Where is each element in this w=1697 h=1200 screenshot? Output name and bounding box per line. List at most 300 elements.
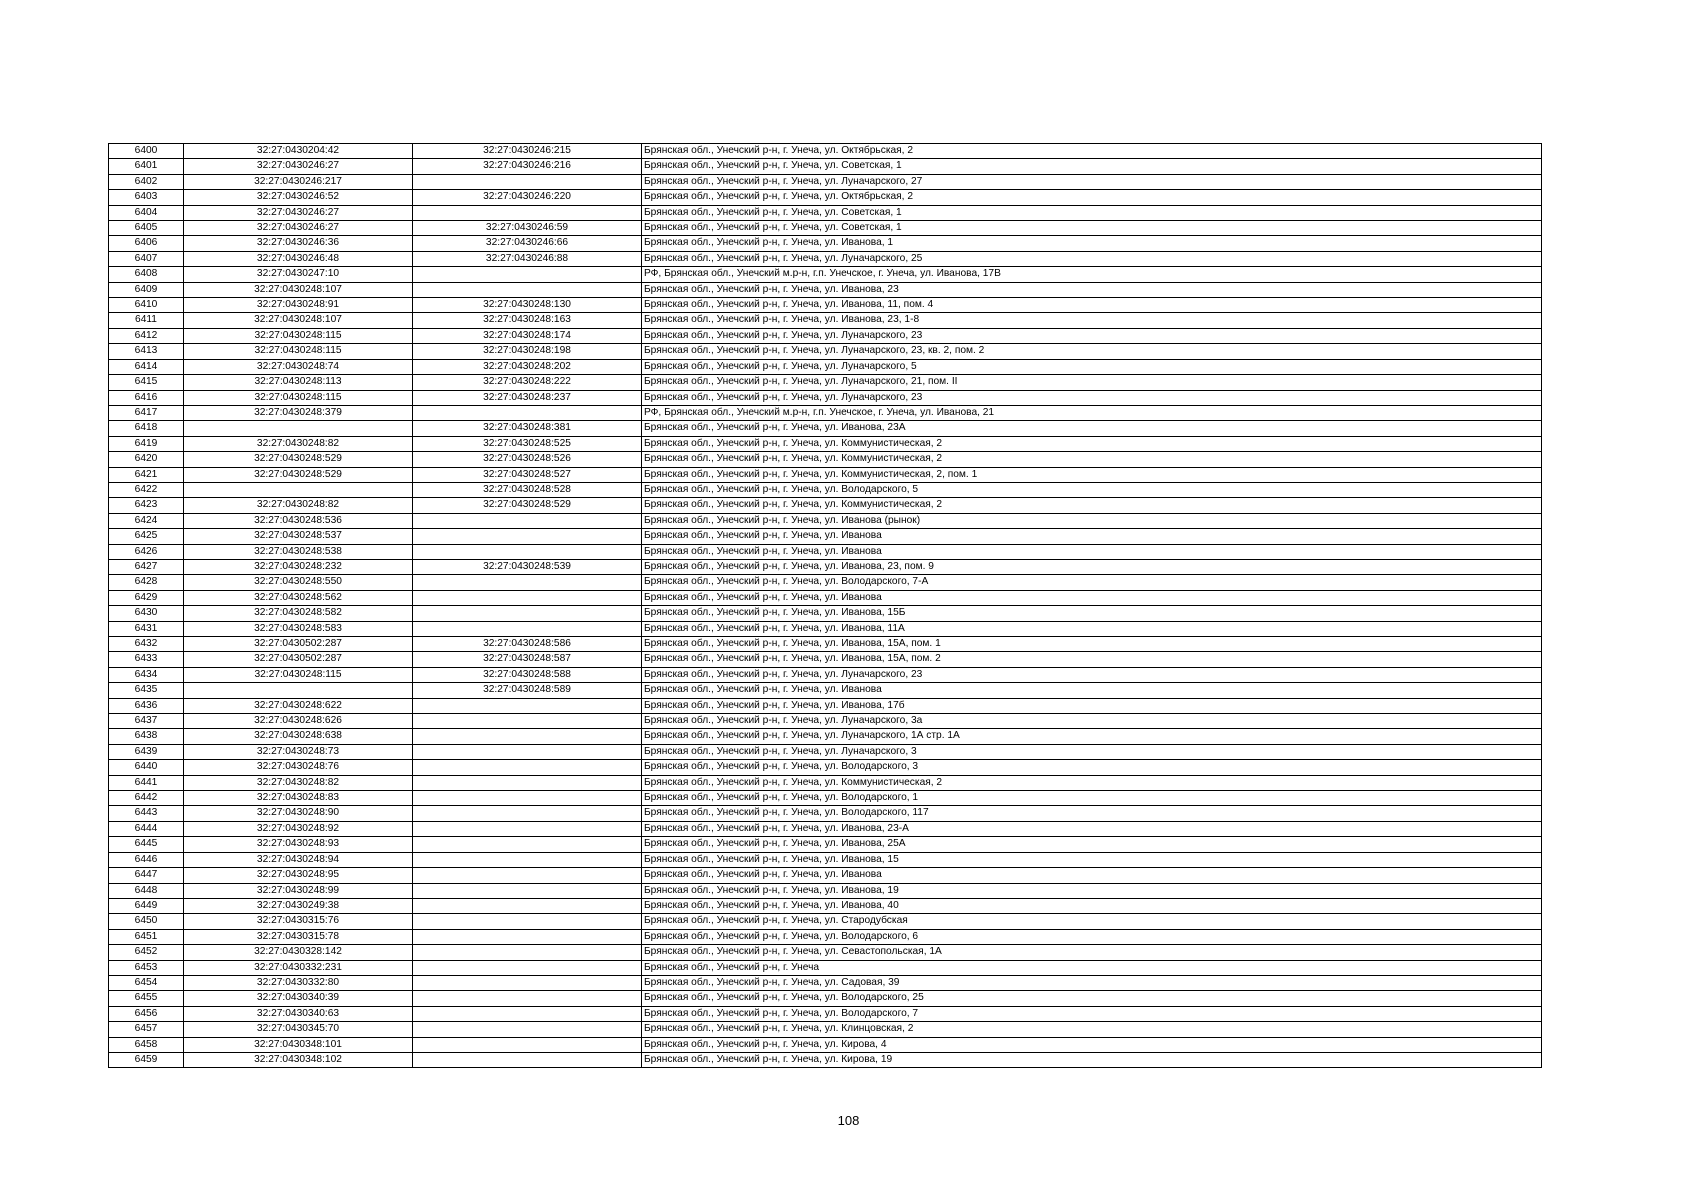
page-number: 108 — [837, 1113, 860, 1128]
row-number-cell: 6448 — [109, 883, 184, 898]
table-row — [109, 205, 1542, 220]
related-cadastral-number-cell — [413, 621, 642, 636]
cadastral-number-cell: 32:27:0430502:287 — [184, 652, 413, 667]
cadastral-number-cell — [184, 482, 413, 497]
table-row — [109, 1037, 1542, 1052]
related-cadastral-number-cell — [413, 714, 642, 729]
table-row — [109, 883, 1542, 898]
address-cell: Брянская обл., Унечский р-н, г. Унеча, ул. Володарского, 7 — [642, 1006, 1542, 1021]
related-cadastral-number-cell: 32:27:0430248:588 — [413, 667, 642, 682]
address-cell: Брянская обл., Унечский р-н, г. Унеча, ул. Иванова, 11А — [642, 621, 1542, 636]
table-row — [109, 975, 1542, 990]
related-cadastral-number-cell — [413, 174, 642, 189]
cadastral-number-cell: 32:27:0430248:91 — [184, 298, 413, 313]
row-number-cell: 6402 — [109, 174, 184, 189]
related-cadastral-number-cell: 32:27:0430248:587 — [413, 652, 642, 667]
cadastral-number-cell: 32:27:0430340:39 — [184, 991, 413, 1006]
row-number-cell: 6406 — [109, 236, 184, 251]
cadastral-number-cell: 32:27:0430248:232 — [184, 559, 413, 574]
related-cadastral-number-cell — [413, 513, 642, 528]
cadastral-number-cell: 32:27:0430204:42 — [184, 144, 413, 159]
cadastral-number-cell: 32:27:0430248:529 — [184, 452, 413, 467]
cadastral-number-cell: 32:27:0430248:92 — [184, 821, 413, 836]
related-cadastral-number-cell — [413, 945, 642, 960]
related-cadastral-number-cell — [413, 590, 642, 605]
address-cell: Брянская обл., Унечский р-н, г. Унеча, ул. Иванова, 25А — [642, 837, 1542, 852]
table-row — [109, 760, 1542, 775]
row-number-cell: 6421 — [109, 467, 184, 482]
related-cadastral-number-cell: 32:27:0430246:216 — [413, 159, 642, 174]
table-row — [109, 575, 1542, 590]
row-number-cell: 6428 — [109, 575, 184, 590]
address-cell: Брянская обл., Унечский р-н, г. Унеча, ул. Клинцовская, 2 — [642, 1022, 1542, 1037]
table-row — [109, 544, 1542, 559]
address-cell: Брянская обл., Унечский р-н, г. Унеча, ул. Коммунистическая, 2, пом. 1 — [642, 467, 1542, 482]
address-cell: Брянская обл., Унечский р-н, г. Унеча, ул. Луначарского, 27 — [642, 174, 1542, 189]
cadastral-number-cell: 32:27:0430248:626 — [184, 714, 413, 729]
address-cell: Брянская обл., Унечский р-н, г. Унеча, ул. Иванова — [642, 868, 1542, 883]
table-row — [109, 868, 1542, 883]
table-row — [109, 590, 1542, 605]
table-row — [109, 498, 1542, 513]
related-cadastral-number-cell — [413, 852, 642, 867]
cadastral-number-cell: 32:27:0430248:94 — [184, 852, 413, 867]
row-number-cell: 6453 — [109, 960, 184, 975]
row-number-cell: 6431 — [109, 621, 184, 636]
address-cell: Брянская обл., Унечский р-н, г. Унеча, ул. Луначарского, 25 — [642, 251, 1542, 266]
table-row — [109, 359, 1542, 374]
related-cadastral-number-cell: 32:27:0430248:527 — [413, 467, 642, 482]
row-number-cell: 6457 — [109, 1022, 184, 1037]
table-row — [109, 960, 1542, 975]
address-cell: Брянская обл., Унечский р-н, г. Унеча, ул. Иванова, 17б — [642, 698, 1542, 713]
table-row — [109, 251, 1542, 266]
row-number-cell: 6426 — [109, 544, 184, 559]
related-cadastral-number-cell: 32:27:0430246:59 — [413, 221, 642, 236]
row-number-cell: 6454 — [109, 975, 184, 990]
cadastral-number-cell: 32:27:0430248:83 — [184, 791, 413, 806]
related-cadastral-number-cell — [413, 975, 642, 990]
related-cadastral-number-cell: 32:27:0430248:222 — [413, 375, 642, 390]
cadastral-number-cell: 32:27:0430248:115 — [184, 667, 413, 682]
table-row — [109, 174, 1542, 189]
address-cell: Брянская обл., Унечский р-н, г. Унеча, ул. Иванова, 15 — [642, 852, 1542, 867]
registry-table-body — [109, 144, 1542, 1068]
cadastral-number-cell: 32:27:0430348:101 — [184, 1037, 413, 1052]
table-row — [109, 375, 1542, 390]
table-row — [109, 637, 1542, 652]
related-cadastral-number-cell — [413, 929, 642, 944]
row-number-cell: 6425 — [109, 529, 184, 544]
cadastral-number-cell: 32:27:0430248:538 — [184, 544, 413, 559]
row-number-cell: 6420 — [109, 452, 184, 467]
related-cadastral-number-cell: 32:27:0430248:237 — [413, 390, 642, 405]
row-number-cell: 6449 — [109, 898, 184, 913]
address-cell: Брянская обл., Унечский р-н, г. Унеча, ул. Севастопольская, 1А — [642, 945, 1542, 960]
table-row — [109, 282, 1542, 297]
related-cadastral-number-cell: 32:27:0430248:539 — [413, 559, 642, 574]
cadastral-number-cell: 32:27:0430248:90 — [184, 806, 413, 821]
address-cell: Брянская обл., Унечский р-н, г. Унеча, ул. Иванова, 15А, пом. 1 — [642, 637, 1542, 652]
related-cadastral-number-cell: 32:27:0430248:529 — [413, 498, 642, 513]
row-number-cell: 6412 — [109, 328, 184, 343]
address-cell: Брянская обл., Унечский р-н, г. Унеча, ул. Иванова, 15Б — [642, 606, 1542, 621]
address-cell: Брянская обл., Унечский р-н, г. Унеча, ул. Иванова, 23, пом. 9 — [642, 559, 1542, 574]
related-cadastral-number-cell: 32:27:0430248:174 — [413, 328, 642, 343]
row-number-cell: 6446 — [109, 852, 184, 867]
address-cell: Брянская обл., Унечский р-н, г. Унеча, ул. Иванова (рынок) — [642, 513, 1542, 528]
related-cadastral-number-cell — [413, 791, 642, 806]
related-cadastral-number-cell — [413, 960, 642, 975]
address-cell: Брянская обл., Унечский р-н, г. Унеча, ул. Октябрьская, 2 — [642, 190, 1542, 205]
cadastral-number-cell: 32:27:0430248:562 — [184, 590, 413, 605]
address-cell: Брянская обл., Унечский р-н, г. Унеча, ул. Советская, 1 — [642, 205, 1542, 220]
address-cell: Брянская обл., Унечский р-н, г. Унеча, ул. Иванова, 23 — [642, 282, 1542, 297]
cadastral-number-cell: 32:27:0430248:638 — [184, 729, 413, 744]
table-row — [109, 1006, 1542, 1021]
cadastral-number-cell: 32:27:0430246:217 — [184, 174, 413, 189]
related-cadastral-number-cell — [413, 1037, 642, 1052]
table-row — [109, 513, 1542, 528]
related-cadastral-number-cell — [413, 405, 642, 420]
row-number-cell: 6452 — [109, 945, 184, 960]
row-number-cell: 6411 — [109, 313, 184, 328]
table-row — [109, 744, 1542, 759]
row-number-cell: 6403 — [109, 190, 184, 205]
row-number-cell: 6451 — [109, 929, 184, 944]
cadastral-number-cell: 32:27:0430247:10 — [184, 267, 413, 282]
table-row — [109, 221, 1542, 236]
cadastral-number-cell: 32:27:0430248:107 — [184, 313, 413, 328]
cadastral-number-cell: 32:27:0430249:38 — [184, 898, 413, 913]
address-cell: Брянская обл., Унечский р-н, г. Унеча, ул. Луначарского, 3 — [642, 744, 1542, 759]
table-row — [109, 436, 1542, 451]
address-cell: Брянская обл., Унечский р-н, г. Унеча, ул. Иванова — [642, 544, 1542, 559]
cadastral-number-cell — [184, 683, 413, 698]
address-cell: Брянская обл., Унечский р-н, г. Унеча, ул. Володарского, 5 — [642, 482, 1542, 497]
row-number-cell: 6416 — [109, 390, 184, 405]
table-row — [109, 898, 1542, 913]
address-cell: Брянская обл., Унечский р-н, г. Унеча, ул. Володарского, 117 — [642, 806, 1542, 821]
related-cadastral-number-cell: 32:27:0430248:130 — [413, 298, 642, 313]
table-row — [109, 559, 1542, 574]
address-cell: Брянская обл., Унечский р-н, г. Унеча, ул. Иванова, 19 — [642, 883, 1542, 898]
address-cell: Брянская обл., Унечский р-н, г. Унеча, ул. Иванова — [642, 529, 1542, 544]
related-cadastral-number-cell — [413, 1022, 642, 1037]
table-row — [109, 775, 1542, 790]
cadastral-number-cell: 32:27:0430248:107 — [184, 282, 413, 297]
table-row — [109, 421, 1542, 436]
cadastral-number-cell: 32:27:0430246:27 — [184, 159, 413, 174]
table-row — [109, 144, 1542, 159]
related-cadastral-number-cell: 32:27:0430248:381 — [413, 421, 642, 436]
table-row — [109, 806, 1542, 821]
row-number-cell: 6445 — [109, 837, 184, 852]
related-cadastral-number-cell: 32:27:0430246:66 — [413, 236, 642, 251]
row-number-cell: 6439 — [109, 744, 184, 759]
cadastral-number-cell: 32:27:0430248:95 — [184, 868, 413, 883]
related-cadastral-number-cell — [413, 205, 642, 220]
table-row — [109, 606, 1542, 621]
address-cell: Брянская обл., Унечский р-н, г. Унеча, ул. Луначарского, 23 — [642, 328, 1542, 343]
cadastral-number-cell: 32:27:0430246:36 — [184, 236, 413, 251]
cadastral-number-cell: 32:27:0430248:73 — [184, 744, 413, 759]
row-number-cell: 6424 — [109, 513, 184, 528]
table-row — [109, 698, 1542, 713]
cadastral-number-cell: 32:27:0430248:115 — [184, 390, 413, 405]
related-cadastral-number-cell — [413, 744, 642, 759]
row-number-cell: 6429 — [109, 590, 184, 605]
table-row — [109, 945, 1542, 960]
table-row — [109, 298, 1542, 313]
cadastral-number-cell: 32:27:0430246:27 — [184, 205, 413, 220]
row-number-cell: 6418 — [109, 421, 184, 436]
row-number-cell: 6435 — [109, 683, 184, 698]
table-row — [109, 667, 1542, 682]
related-cadastral-number-cell — [413, 282, 642, 297]
table-row — [109, 267, 1542, 282]
table-row — [109, 652, 1542, 667]
table-row — [109, 190, 1542, 205]
cadastral-number-cell: 32:27:0430340:63 — [184, 1006, 413, 1021]
table-row — [109, 1022, 1542, 1037]
address-cell: Брянская обл., Унечский р-н, г. Унеча, ул. Коммунистическая, 2 — [642, 498, 1542, 513]
table-row — [109, 929, 1542, 944]
related-cadastral-number-cell — [413, 575, 642, 590]
address-cell: Брянская обл., Унечский р-н, г. Унеча, ул. Кирова, 19 — [642, 1052, 1542, 1067]
related-cadastral-number-cell — [413, 806, 642, 821]
cadastral-number-cell: 32:27:0430348:102 — [184, 1052, 413, 1067]
related-cadastral-number-cell — [413, 991, 642, 1006]
address-cell: Брянская обл., Унечский р-н, г. Унеча, ул. Луначарского, 21, пом. II — [642, 375, 1542, 390]
address-cell: Брянская обл., Унечский р-н, г. Унеча, ул. Иванова — [642, 590, 1542, 605]
table-row — [109, 791, 1542, 806]
address-cell: Брянская обл., Унечский р-н, г. Унеча, ул. Луначарского, 5 — [642, 359, 1542, 374]
row-number-cell: 6437 — [109, 714, 184, 729]
row-number-cell: 6423 — [109, 498, 184, 513]
related-cadastral-number-cell — [413, 898, 642, 913]
related-cadastral-number-cell: 32:27:0430248:526 — [413, 452, 642, 467]
row-number-cell: 6422 — [109, 482, 184, 497]
address-cell: Брянская обл., Унечский р-н, г. Унеча, ул. Коммунистическая, 2 — [642, 452, 1542, 467]
related-cadastral-number-cell — [413, 914, 642, 929]
related-cadastral-number-cell: 32:27:0430248:202 — [413, 359, 642, 374]
address-cell: Брянская обл., Унечский р-н, г. Унеча, ул. Стародубская — [642, 914, 1542, 929]
related-cadastral-number-cell — [413, 529, 642, 544]
cadastral-number-cell: 32:27:0430248:76 — [184, 760, 413, 775]
row-number-cell: 6438 — [109, 729, 184, 744]
table-row — [109, 390, 1542, 405]
cadastral-number-cell: 32:27:0430248:82 — [184, 498, 413, 513]
table-row — [109, 991, 1542, 1006]
cadastral-number-cell: 32:27:0430502:287 — [184, 637, 413, 652]
table-row — [109, 236, 1542, 251]
related-cadastral-number-cell: 32:27:0430246:220 — [413, 190, 642, 205]
row-number-cell: 6450 — [109, 914, 184, 929]
related-cadastral-number-cell: 32:27:0430248:525 — [413, 436, 642, 451]
table-row — [109, 344, 1542, 359]
cadastral-number-cell — [184, 421, 413, 436]
table-row — [109, 852, 1542, 867]
address-cell: РФ, Брянская обл., Унечский м.р-н, г.п. Унечское, г. Унеча, ул. Иванова, 17В — [642, 267, 1542, 282]
cadastral-number-cell: 32:27:0430315:76 — [184, 914, 413, 929]
row-number-cell: 6456 — [109, 1006, 184, 1021]
row-number-cell: 6409 — [109, 282, 184, 297]
related-cadastral-number-cell: 32:27:0430248:528 — [413, 482, 642, 497]
table-row — [109, 482, 1542, 497]
related-cadastral-number-cell — [413, 729, 642, 744]
address-cell: Брянская обл., Унечский р-н, г. Унеча, ул. Луначарского, 23 — [642, 390, 1542, 405]
row-number-cell: 6440 — [109, 760, 184, 775]
table-row — [109, 313, 1542, 328]
address-cell: Брянская обл., Унечский р-н, г. Унеча — [642, 960, 1542, 975]
table-row — [109, 452, 1542, 467]
row-number-cell: 6443 — [109, 806, 184, 821]
table-row — [109, 159, 1542, 174]
address-cell: РФ, Брянская обл., Унечский м.р-н, г.п. Унечское, г. Унеча, ул. Иванова, 21 — [642, 405, 1542, 420]
row-number-cell: 6414 — [109, 359, 184, 374]
address-cell: Брянская обл., Унечский р-н, г. Унеча, ул. Октябрьская, 2 — [642, 144, 1542, 159]
row-number-cell: 6427 — [109, 559, 184, 574]
address-cell: Брянская обл., Унечский р-н, г. Унеча, ул. Луначарского, 3а — [642, 714, 1542, 729]
related-cadastral-number-cell: 32:27:0430246:215 — [413, 144, 642, 159]
cadastral-number-cell: 32:27:0430248:537 — [184, 529, 413, 544]
row-number-cell: 6455 — [109, 991, 184, 1006]
cadastral-number-cell: 32:27:0430248:93 — [184, 837, 413, 852]
address-cell: Брянская обл., Унечский р-н, г. Унеча, ул. Садовая, 39 — [642, 975, 1542, 990]
cadastral-number-cell: 32:27:0430248:529 — [184, 467, 413, 482]
cadastral-number-cell: 32:27:0430248:536 — [184, 513, 413, 528]
address-cell: Брянская обл., Унечский р-н, г. Унеча, ул. Коммунистическая, 2 — [642, 775, 1542, 790]
row-number-cell: 6441 — [109, 775, 184, 790]
cadastral-number-cell: 32:27:0430248:99 — [184, 883, 413, 898]
row-number-cell: 6410 — [109, 298, 184, 313]
address-cell: Брянская обл., Унечский р-н, г. Унеча, ул. Володарского, 6 — [642, 929, 1542, 944]
row-number-cell: 6405 — [109, 221, 184, 236]
related-cadastral-number-cell — [413, 1006, 642, 1021]
registry-table — [108, 143, 1542, 1068]
address-cell: Брянская обл., Унечский р-н, г. Унеча, ул. Кирова, 4 — [642, 1037, 1542, 1052]
table-row — [109, 529, 1542, 544]
row-number-cell: 6408 — [109, 267, 184, 282]
table-row — [109, 837, 1542, 852]
cadastral-number-cell: 32:27:0430248:82 — [184, 775, 413, 790]
row-number-cell: 6433 — [109, 652, 184, 667]
address-cell: Брянская обл., Унечский р-н, г. Унеча, ул. Володарского, 25 — [642, 991, 1542, 1006]
row-number-cell: 6459 — [109, 1052, 184, 1067]
address-cell: Брянская обл., Унечский р-н, г. Унеча, ул. Иванова, 15А, пом. 2 — [642, 652, 1542, 667]
address-cell: Брянская обл., Унечский р-н, г. Унеча, ул. Иванова, 23-А — [642, 821, 1542, 836]
related-cadastral-number-cell — [413, 837, 642, 852]
cadastral-number-cell: 32:27:0430345:70 — [184, 1022, 413, 1037]
address-cell: Брянская обл., Унечский р-н, г. Унеча, ул. Иванова, 1 — [642, 236, 1542, 251]
address-cell: Брянская обл., Унечский р-н, г. Унеча, ул. Иванова — [642, 683, 1542, 698]
row-number-cell: 6447 — [109, 868, 184, 883]
cadastral-number-cell: 32:27:0430248:379 — [184, 405, 413, 420]
related-cadastral-number-cell — [413, 821, 642, 836]
cadastral-number-cell: 32:27:0430328:142 — [184, 945, 413, 960]
address-cell: Брянская обл., Унечский р-н, г. Унеча, ул. Коммунистическая, 2 — [642, 436, 1542, 451]
address-cell: Брянская обл., Унечский р-н, г. Унеча, ул. Советская, 1 — [642, 221, 1542, 236]
related-cadastral-number-cell: 32:27:0430248:163 — [413, 313, 642, 328]
cadastral-number-cell: 32:27:0430332:231 — [184, 960, 413, 975]
address-cell: Брянская обл., Унечский р-н, г. Унеча, ул. Иванова, 40 — [642, 898, 1542, 913]
address-cell: Брянская обл., Унечский р-н, г. Унеча, ул. Луначарского, 23, кв. 2, пом. 2 — [642, 344, 1542, 359]
related-cadastral-number-cell: 32:27:0430248:586 — [413, 637, 642, 652]
cadastral-number-cell: 32:27:0430248:582 — [184, 606, 413, 621]
row-number-cell: 6404 — [109, 205, 184, 220]
row-number-cell: 6432 — [109, 637, 184, 652]
cadastral-number-cell: 32:27:0430248:622 — [184, 698, 413, 713]
cadastral-number-cell: 32:27:0430246:27 — [184, 221, 413, 236]
cadastral-number-cell: 32:27:0430248:82 — [184, 436, 413, 451]
address-cell: Брянская обл., Унечский р-н, г. Унеча, ул. Иванова, 23, 1-8 — [642, 313, 1542, 328]
address-cell: Брянская обл., Унечский р-н, г. Унеча, ул. Володарского, 1 — [642, 791, 1542, 806]
table-row — [109, 683, 1542, 698]
table-row — [109, 821, 1542, 836]
cadastral-number-cell: 32:27:0430248:115 — [184, 328, 413, 343]
address-cell: Брянская обл., Унечский р-н, г. Унеча, ул. Володарского, 7-А — [642, 575, 1542, 590]
related-cadastral-number-cell — [413, 775, 642, 790]
address-cell: Брянская обл., Унечский р-н, г. Унеча, ул. Луначарского, 1А стр. 1А — [642, 729, 1542, 744]
related-cadastral-number-cell: 32:27:0430248:198 — [413, 344, 642, 359]
row-number-cell: 6407 — [109, 251, 184, 266]
row-number-cell: 6458 — [109, 1037, 184, 1052]
row-number-cell: 6413 — [109, 344, 184, 359]
cadastral-number-cell: 32:27:0430248:115 — [184, 344, 413, 359]
related-cadastral-number-cell — [413, 1052, 642, 1067]
cadastral-number-cell: 32:27:0430246:48 — [184, 251, 413, 266]
related-cadastral-number-cell: 32:27:0430246:88 — [413, 251, 642, 266]
table-row — [109, 914, 1542, 929]
row-number-cell: 6436 — [109, 698, 184, 713]
address-cell: Брянская обл., Унечский р-н, г. Унеча, ул. Советская, 1 — [642, 159, 1542, 174]
address-cell: Брянская обл., Унечский р-н, г. Унеча, ул. Иванова, 11, пом. 4 — [642, 298, 1542, 313]
address-cell: Брянская обл., Унечский р-н, г. Унеча, ул. Володарского, 3 — [642, 760, 1542, 775]
related-cadastral-number-cell — [413, 267, 642, 282]
cadastral-number-cell: 32:27:0430248:550 — [184, 575, 413, 590]
table-row — [109, 1052, 1542, 1067]
related-cadastral-number-cell — [413, 698, 642, 713]
related-cadastral-number-cell: 32:27:0430248:589 — [413, 683, 642, 698]
table-row — [109, 405, 1542, 420]
row-number-cell: 6401 — [109, 159, 184, 174]
related-cadastral-number-cell — [413, 760, 642, 775]
row-number-cell: 6442 — [109, 791, 184, 806]
cadastral-number-cell: 32:27:0430248:583 — [184, 621, 413, 636]
cadastral-number-cell: 32:27:0430332:80 — [184, 975, 413, 990]
row-number-cell: 6400 — [109, 144, 184, 159]
table-row — [109, 328, 1542, 343]
row-number-cell: 6434 — [109, 667, 184, 682]
cadastral-number-cell: 32:27:0430248:113 — [184, 375, 413, 390]
cadastral-number-cell: 32:27:0430248:74 — [184, 359, 413, 374]
table-row — [109, 729, 1542, 744]
table-row — [109, 467, 1542, 482]
cadastral-number-cell: 32:27:0430246:52 — [184, 190, 413, 205]
related-cadastral-number-cell — [413, 606, 642, 621]
table-row — [109, 714, 1542, 729]
related-cadastral-number-cell — [413, 868, 642, 883]
related-cadastral-number-cell — [413, 544, 642, 559]
row-number-cell: 6419 — [109, 436, 184, 451]
related-cadastral-number-cell — [413, 883, 642, 898]
cadastral-number-cell: 32:27:0430315:78 — [184, 929, 413, 944]
row-number-cell: 6417 — [109, 405, 184, 420]
row-number-cell: 6444 — [109, 821, 184, 836]
address-cell: Брянская обл., Унечский р-н, г. Унеча, ул. Иванова, 23А — [642, 421, 1542, 436]
table-row — [109, 621, 1542, 636]
